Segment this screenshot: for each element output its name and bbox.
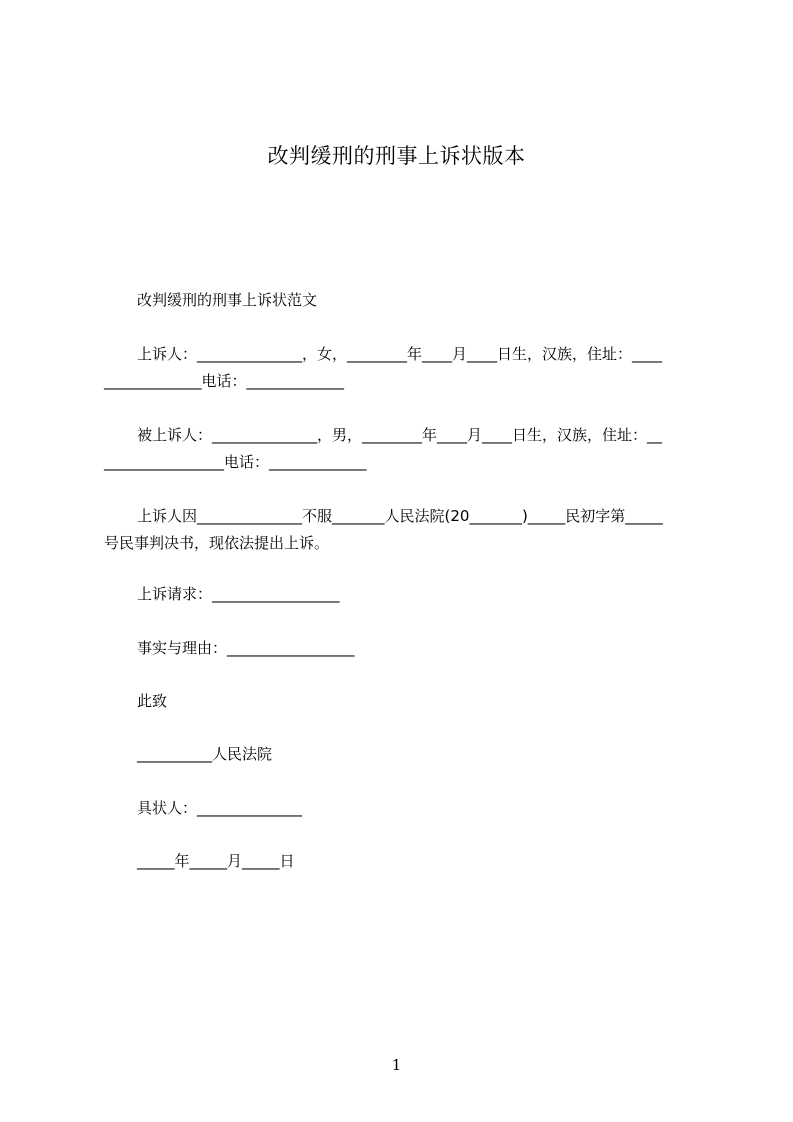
salutation: 此致 [137,692,168,710]
court-name: __________人民法院 [137,745,273,763]
appellant-info-line-1: 上诉人：______________，女，________年____月____日生，汉族，住址：____ [137,345,663,363]
date-line: _____年_____月_____日 [137,852,295,870]
appeal-reason-line-1: 上诉人因______________不服_______人民法院(20_______)_____民初字第_____ [137,507,663,525]
appellant-info-line-2: _____________电话：_____________ [104,372,345,390]
appeal-request: 上诉请求：_________________ [137,585,340,603]
appeal-reason-line-2: 号民事判决书，现依法提出上诉。 [104,534,330,552]
page-number: 1 [391,1056,402,1074]
appellee-info-line-1: 被上诉人：______________，男，________年____月____日生，汉族，住址：__ [137,426,663,444]
facts-and-reasons: 事实与理由：_________________ [137,639,355,657]
signer-line: 具状人：______________ [137,799,303,817]
document-title: 改判缓刑的刑事上诉状版本 [267,144,526,168]
document-subtitle: 改判缓刑的刑事上诉状范文 [137,291,318,309]
appellee-info-line-2: ________________电话：_____________ [104,453,367,471]
